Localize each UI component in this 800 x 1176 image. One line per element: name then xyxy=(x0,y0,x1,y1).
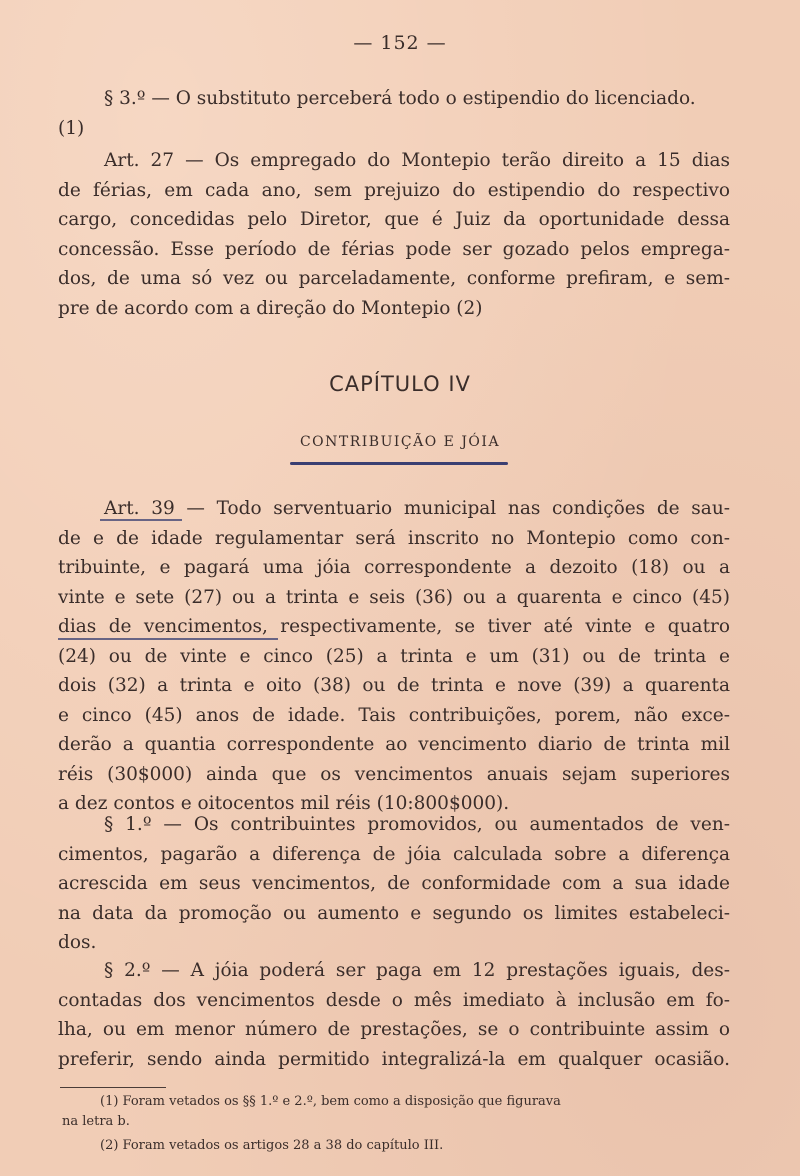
footnote-line: (1) Foram vetados os §§ 1.º e 2.º, bem como a disposição que figurava xyxy=(100,1094,561,1109)
text-line: cargo, concedidas pelo Diretor, que é Juiz da oportunidade dessa xyxy=(58,209,730,230)
text-line: (1) xyxy=(58,117,85,139)
text-line: cimentos, pagarão a diferença de jóia calculada sobre a diferença xyxy=(58,843,730,865)
text-line: acrescida em seus vencimentos, de conformidade com a sua idade xyxy=(58,873,730,894)
paragraph-article-27 xyxy=(58,146,730,323)
text-line: dias de vencimentos, respectivamente, se tiver até vinte e quatro xyxy=(58,616,730,637)
footnote-1 xyxy=(62,1092,734,1132)
text-line: § 2.º — A jóia poderá ser paga em 12 prestações iguais, des- xyxy=(104,960,730,981)
text-line: na data da promoção ou aumento e segundo os limites estabeleci- xyxy=(58,902,730,924)
text-line: Art. 27 — Os empregado do Montepio terão direito a 15 dias xyxy=(104,150,730,171)
chapter-title: CAPÍTULO IV xyxy=(329,372,471,396)
text-line: e cinco (45) anos de idade. Tais contribuições, porem, não exce- xyxy=(58,704,730,726)
text-line: dos, de uma só vez ou parceladamente, conforme prefiram, e sem- xyxy=(58,268,730,289)
text-line: de e de idade regulamentar será inscrito no Montepio como con- xyxy=(58,527,730,549)
footnote-line: na letra b. xyxy=(62,1114,130,1129)
text-line: concessão. Esse período de férias pode ser gozado pelos emprega- xyxy=(58,238,730,260)
text-line: dois (32) a trinta e oito (38) ou de trinta e nove (39) a quarenta xyxy=(58,675,730,696)
text-line: a dez contos e oitocentos mil réis (10:800$000). xyxy=(58,793,510,814)
text-line: preferir, sendo ainda permitido integralizá-la em qualquer ocasião. xyxy=(58,1048,730,1070)
text-line: contadas dos vencimentos desde o mês imediato à inclusão em fo- xyxy=(58,989,730,1011)
footnote-line: (2) Foram vetados os artigos 28 a 38 do capítulo III. xyxy=(100,1138,444,1153)
text-line: Art. 39 — Todo serventuario municipal nas condições de sau- xyxy=(104,498,730,519)
text-line: tribuinte, e pagará uma jóia correspondente a dezoito (18) ou a xyxy=(58,557,730,578)
text-line: vinte e sete (27) ou a trinta e seis (36) ou a quarenta e cinco (45) xyxy=(58,586,730,608)
text-line: pre de acordo com a direção do Montepio (2) xyxy=(58,297,483,319)
text-line: lha, ou em menor número de prestações, se o contribuinte assim o xyxy=(58,1019,730,1040)
paragraph-section-2 xyxy=(58,956,730,1074)
footnote-divider xyxy=(60,1087,166,1088)
page-number: — 152 — xyxy=(353,32,447,54)
paragraph-section-1 xyxy=(58,810,730,958)
text-line: de férias, em cada ano, sem prejuizo do estipendio do respectivo xyxy=(58,179,730,201)
text-line: (24) ou de vinte e cinco (25) a trinta e um (31) ou de trinta e xyxy=(58,645,730,667)
pen-underline-mark xyxy=(58,638,278,640)
text-line: réis (30$000) ainda que os vencimentos anuais sejam superiores xyxy=(58,763,730,785)
text-line: § 1.º — Os contribuintes promovidos, ou aumentados de ven- xyxy=(104,814,730,835)
footnote-2 xyxy=(62,1136,734,1156)
paragraph-article-39 xyxy=(58,494,730,819)
pen-underline-mark xyxy=(100,519,182,521)
paragraph-section-3 xyxy=(58,84,730,143)
text-line: derão a quantia correspondente ao vencimento diario de trinta mil xyxy=(58,734,730,755)
chapter-subtitle: CONTRIBUIÇÃO E JÓIA xyxy=(299,434,501,450)
text-line: dos. xyxy=(58,932,97,953)
subtitle-underline xyxy=(290,462,508,465)
text-line: § 3.º — O substituto perceberá todo o estipendio do licenciado. xyxy=(104,88,696,109)
